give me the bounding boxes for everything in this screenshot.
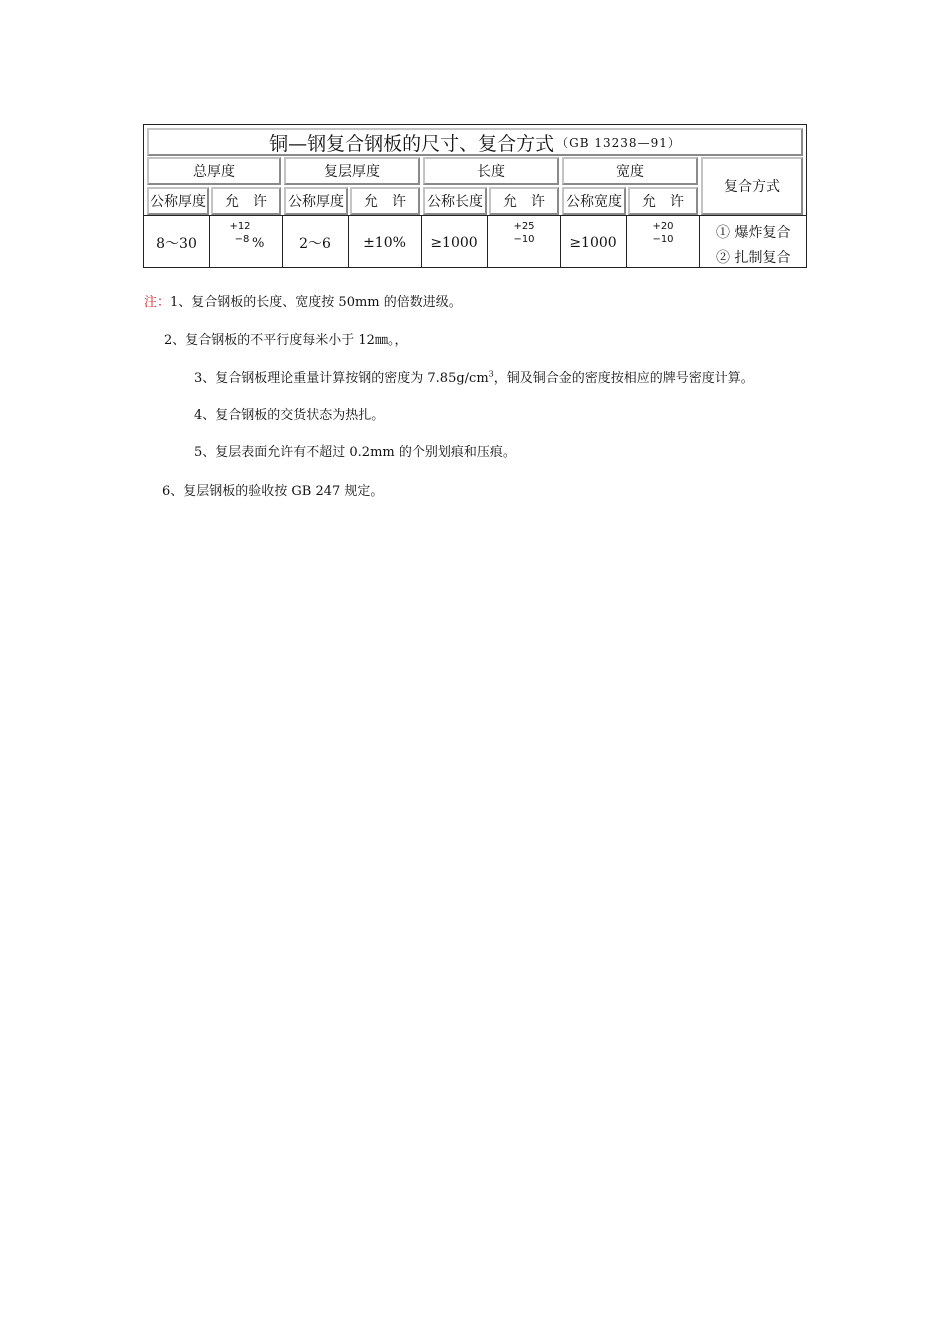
subheader-tolerance: 允 许 bbox=[350, 187, 420, 215]
subheader-tolerance: 允 许 bbox=[489, 187, 559, 215]
column-divider bbox=[209, 215, 210, 268]
subheader-nominal-thickness: 公称厚度 bbox=[147, 187, 209, 215]
cell-total-tolerance-minus: −8 bbox=[234, 234, 250, 245]
subheader-nominal-thickness: 公称厚度 bbox=[284, 187, 348, 215]
note-3 bbox=[194, 367, 754, 386]
cell-width-tolerance-plus: +20 bbox=[652, 221, 674, 232]
note-1-text: 1、复合钢板的长度、宽度按 50mm 的倍数进级。 bbox=[170, 295, 462, 310]
cell-method-rolling: ② 扎制复合 bbox=[716, 250, 791, 266]
note-4: 4、复合钢板的交货状态为热扎。 bbox=[194, 408, 385, 423]
subheader-nominal-width: 公称宽度 bbox=[562, 187, 626, 215]
table-title bbox=[147, 128, 803, 156]
header-total-thickness: 总厚度 bbox=[147, 157, 281, 185]
subheader-tolerance: 允 许 bbox=[628, 187, 698, 215]
cell-length-tolerance-minus: −10 bbox=[513, 234, 535, 245]
header-clad-thickness: 复层厚度 bbox=[284, 157, 420, 185]
note-3-rest: ，铜及铜合金的密度按相应的牌号密度计算。 bbox=[493, 371, 754, 386]
column-divider bbox=[487, 215, 488, 268]
note-prefix: 注： bbox=[144, 295, 171, 310]
standard-code: （GB 13238—91） bbox=[556, 135, 681, 150]
note-1 bbox=[144, 291, 462, 310]
cell-length-tolerance-plus: +25 bbox=[513, 221, 535, 232]
header-width: 宽度 bbox=[562, 157, 698, 185]
cell-method-explosion: ① 爆炸复合 bbox=[716, 225, 791, 241]
cell-width: ≥1000 bbox=[569, 235, 617, 251]
column-divider bbox=[626, 215, 627, 268]
cell-clad-tolerance: ±10% bbox=[363, 235, 406, 251]
cell-length: ≥1000 bbox=[430, 235, 478, 251]
cell-total-thickness: 8～30 bbox=[156, 236, 197, 252]
note-3-superscript: 3 bbox=[488, 369, 494, 379]
note-6: 6、复层钢板的验收按 GB 247 规定。 bbox=[162, 484, 384, 499]
header-method: 复合方式 bbox=[701, 157, 803, 215]
subheader-tolerance: 允 许 bbox=[211, 187, 281, 215]
note-5: 5、复层表面允许有不超过 0.2mm 的个别划痕和压痕。 bbox=[194, 445, 516, 460]
note-2: 2、复合钢板的不平行度每米小于 12㎜。， bbox=[164, 333, 408, 348]
note-3-text: 3、复合钢板理论重量计算按钢的密度为 7.85g/cm bbox=[194, 371, 489, 386]
cell-total-tolerance-plus: +12 bbox=[229, 221, 251, 232]
cell-clad-thickness: 2～6 bbox=[299, 236, 331, 252]
column-divider bbox=[699, 215, 700, 268]
table-title-text: 铜—钢复合钢板的尺寸、复合方式 bbox=[269, 132, 555, 155]
cell-total-tolerance-unit: % bbox=[252, 236, 265, 251]
spec-table bbox=[143, 124, 807, 268]
header-length: 长度 bbox=[423, 157, 559, 185]
cell-width-tolerance-minus: −10 bbox=[652, 234, 674, 245]
subheader-nominal-length: 公称长度 bbox=[423, 187, 487, 215]
row-divider bbox=[144, 215, 806, 216]
